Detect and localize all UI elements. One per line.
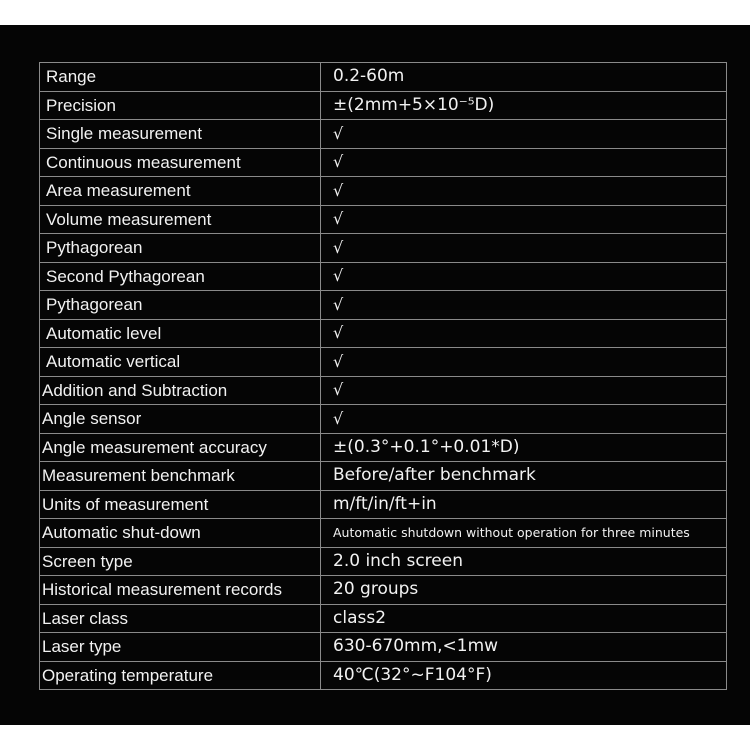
- spec-value: ±(0.3°+0.1°+0.01*D): [321, 433, 727, 462]
- spec-label: Screen type: [40, 547, 321, 576]
- spec-label: Automatic level: [40, 319, 321, 348]
- check-mark: √: [321, 120, 727, 149]
- spec-row-automatic-level: [40, 319, 727, 348]
- spec-row-screen-type: [40, 547, 727, 576]
- spec-table: [39, 62, 727, 690]
- spec-value: 20 groups: [321, 576, 727, 605]
- spec-row-units: [40, 490, 727, 519]
- spec-label: Continuous measurement: [40, 148, 321, 177]
- spec-label: Laser type: [40, 633, 321, 662]
- spec-row-angle-accuracy: [40, 433, 727, 462]
- check-mark: √: [321, 405, 727, 434]
- spec-row-area-measurement: [40, 177, 727, 206]
- spec-label: Second Pythagorean: [40, 262, 321, 291]
- check-mark: √: [321, 234, 727, 263]
- spec-value: 2.0 inch screen: [321, 547, 727, 576]
- spec-label: Operating temperature: [40, 661, 321, 690]
- spec-value: m/ft/in/ft+in: [321, 490, 727, 519]
- spec-row-operating-temperature: [40, 661, 727, 690]
- spec-value: class2: [321, 604, 727, 633]
- spec-row-pythagorean: [40, 234, 727, 263]
- check-mark: √: [321, 376, 727, 405]
- spec-row-range: [40, 63, 727, 92]
- check-mark: √: [321, 319, 727, 348]
- spec-row-addition-subtraction: [40, 376, 727, 405]
- spec-row-auto-shutdown: [40, 519, 727, 548]
- spec-label: Single measurement: [40, 120, 321, 149]
- spec-row-automatic-vertical: [40, 348, 727, 377]
- check-mark: √: [321, 291, 727, 320]
- spec-label: Angle measurement accuracy: [40, 433, 321, 462]
- check-mark: √: [321, 262, 727, 291]
- spec-row-laser-class: [40, 604, 727, 633]
- spec-row-second-pythagorean: [40, 262, 727, 291]
- spec-value: Before/after benchmark: [321, 462, 727, 491]
- spec-value: 40℃(32°~F104°F): [321, 661, 727, 690]
- spec-row-single-measurement: [40, 120, 727, 149]
- spec-value: ±(2mm+5×10⁻⁵D): [321, 91, 727, 120]
- spec-label: Measurement benchmark: [40, 462, 321, 491]
- check-mark: √: [321, 148, 727, 177]
- spec-label: Volume measurement: [40, 205, 321, 234]
- check-mark: √: [321, 205, 727, 234]
- spec-label: Addition and Subtraction: [40, 376, 321, 405]
- spec-label: Automatic shut-down: [40, 519, 321, 548]
- spec-label: Pythagorean: [40, 291, 321, 320]
- spec-value: Automatic shutdown without operation for three minutes: [321, 519, 727, 548]
- spec-label: Angle sensor: [40, 405, 321, 434]
- spec-row-measurement-benchmark: [40, 462, 727, 491]
- spec-label: Pythagorean: [40, 234, 321, 263]
- spec-row-pythagorean-2: [40, 291, 727, 320]
- spec-row-laser-type: [40, 633, 727, 662]
- spec-value: 0.2-60m: [321, 63, 727, 92]
- spec-label: Historical measurement records: [40, 576, 321, 605]
- spec-label: Automatic vertical: [40, 348, 321, 377]
- spec-row-volume-measurement: [40, 205, 727, 234]
- check-mark: √: [321, 177, 727, 206]
- spec-row-continuous-measurement: [40, 148, 727, 177]
- spec-value: 630-670mm,<1mw: [321, 633, 727, 662]
- spec-row-historical-records: [40, 576, 727, 605]
- check-mark: √: [321, 348, 727, 377]
- spec-label: Units of measurement: [40, 490, 321, 519]
- spec-label: Laser class: [40, 604, 321, 633]
- spec-row-angle-sensor: [40, 405, 727, 434]
- spec-label: Precision: [40, 91, 321, 120]
- spec-row-precision: [40, 91, 727, 120]
- spec-label: Range: [40, 63, 321, 92]
- spec-label: Area measurement: [40, 177, 321, 206]
